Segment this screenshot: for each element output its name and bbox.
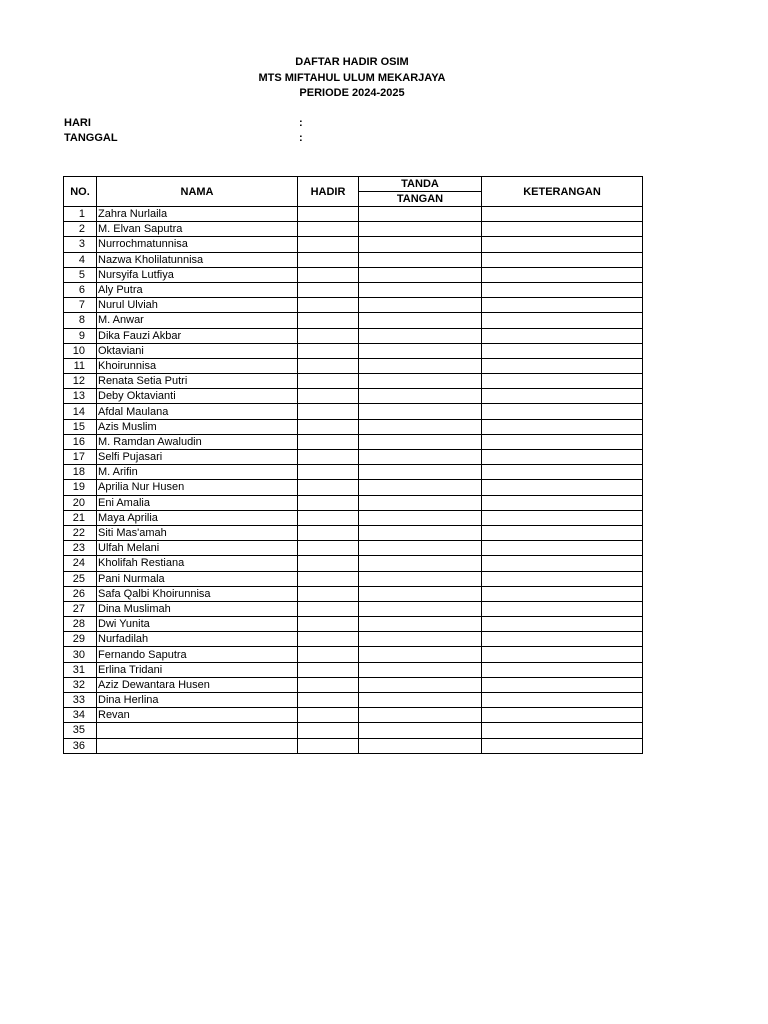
row-number: 16 (64, 434, 97, 449)
table-row (64, 252, 643, 267)
row-number: 14 (64, 404, 97, 419)
row-number: 29 (64, 632, 97, 647)
table-row (64, 723, 643, 738)
table-row (64, 525, 643, 540)
row-signature-cell (359, 723, 482, 738)
document-title (0, 55, 704, 102)
table-row (64, 586, 643, 601)
row-number: 24 (64, 556, 97, 571)
table-row (64, 738, 643, 753)
row-keterangan-cell (482, 419, 643, 434)
row-name: Aprilia Nur Husen (97, 480, 298, 495)
row-keterangan-cell (482, 541, 643, 556)
row-signature-cell (359, 252, 482, 267)
row-number: 31 (64, 662, 97, 677)
table-row (64, 328, 643, 343)
row-name (97, 723, 298, 738)
row-signature-cell (359, 343, 482, 358)
row-number: 18 (64, 465, 97, 480)
row-signature-cell (359, 298, 482, 313)
header-tanda: TANDA (359, 177, 482, 192)
table-row (64, 571, 643, 586)
row-name: M. Anwar (97, 313, 298, 328)
row-keterangan-cell (482, 495, 643, 510)
row-hadir-cell (298, 343, 359, 358)
row-name: Deby Oktavianti (97, 389, 298, 404)
row-number: 10 (64, 343, 97, 358)
table-row (64, 693, 643, 708)
row-keterangan-cell (482, 328, 643, 343)
row-hadir-cell (298, 298, 359, 313)
row-hadir-cell (298, 389, 359, 404)
table-row (64, 465, 643, 480)
table-row (64, 480, 643, 495)
table-row (64, 450, 643, 465)
row-number: 17 (64, 450, 97, 465)
row-name: Fernando Saputra (97, 647, 298, 662)
header-hadir: HADIR (298, 177, 359, 207)
row-keterangan-cell (482, 450, 643, 465)
row-name: Pani Nurmala (97, 571, 298, 586)
row-name: Kholifah Restiana (97, 556, 298, 571)
row-number: 21 (64, 510, 97, 525)
row-number: 25 (64, 571, 97, 586)
row-name: Erlina Tridani (97, 662, 298, 677)
meta-tanggal-row (64, 131, 303, 145)
row-name: Selfi Pujasari (97, 450, 298, 465)
row-hadir-cell (298, 222, 359, 237)
row-name: Dika Fauzi Akbar (97, 328, 298, 343)
row-signature-cell (359, 525, 482, 540)
row-keterangan-cell (482, 632, 643, 647)
row-signature-cell (359, 632, 482, 647)
title-line-3: PERIODE 2024-2025 (299, 87, 405, 99)
table-row (64, 677, 643, 692)
row-keterangan-cell (482, 374, 643, 389)
row-signature-cell (359, 693, 482, 708)
row-name: Zahra Nurlaila (97, 207, 298, 222)
row-hadir-cell (298, 282, 359, 297)
row-keterangan-cell (482, 343, 643, 358)
row-signature-cell (359, 571, 482, 586)
row-hadir-cell (298, 450, 359, 465)
row-number: 7 (64, 298, 97, 313)
row-keterangan-cell (482, 222, 643, 237)
row-keterangan-cell (482, 207, 643, 222)
row-keterangan-cell (482, 556, 643, 571)
row-keterangan-cell (482, 723, 643, 738)
row-hadir-cell (298, 419, 359, 434)
header-keterangan: KETERANGAN (482, 177, 643, 207)
row-signature-cell (359, 647, 482, 662)
row-hadir-cell (298, 237, 359, 252)
row-signature-cell (359, 738, 482, 753)
row-signature-cell (359, 465, 482, 480)
row-signature-cell (359, 556, 482, 571)
row-signature-cell (359, 282, 482, 297)
row-keterangan-cell (482, 298, 643, 313)
row-number: 6 (64, 282, 97, 297)
row-keterangan-cell (482, 677, 643, 692)
table-row (64, 222, 643, 237)
hari-label: HARI (64, 117, 91, 129)
row-number: 3 (64, 237, 97, 252)
row-number: 15 (64, 419, 97, 434)
table-row (64, 404, 643, 419)
row-hadir-cell (298, 571, 359, 586)
row-hadir-cell (298, 708, 359, 723)
row-hadir-cell (298, 480, 359, 495)
row-keterangan-cell (482, 647, 643, 662)
row-keterangan-cell (482, 617, 643, 632)
table-row (64, 374, 643, 389)
attendance-table (63, 176, 643, 754)
table-row (64, 601, 643, 616)
row-signature-cell (359, 510, 482, 525)
row-number: 13 (64, 389, 97, 404)
row-hadir-cell (298, 313, 359, 328)
row-number: 26 (64, 586, 97, 601)
row-keterangan-cell (482, 738, 643, 753)
row-name: M. Arifin (97, 465, 298, 480)
row-keterangan-cell (482, 693, 643, 708)
row-name: Safa Qalbi Khoirunnisa (97, 586, 298, 601)
row-hadir-cell (298, 617, 359, 632)
row-name: Ulfah Melani (97, 541, 298, 556)
row-name: Nurfadilah (97, 632, 298, 647)
row-keterangan-cell (482, 480, 643, 495)
row-signature-cell (359, 450, 482, 465)
row-keterangan-cell (482, 510, 643, 525)
row-name: Dwi Yunita (97, 617, 298, 632)
header-tangan: TANGAN (359, 192, 482, 207)
row-keterangan-cell (482, 237, 643, 252)
row-name: Aly Putra (97, 282, 298, 297)
row-hadir-cell (298, 662, 359, 677)
row-number: 5 (64, 267, 97, 282)
row-name: Azis Muslim (97, 419, 298, 434)
table-row (64, 313, 643, 328)
row-signature-cell (359, 662, 482, 677)
table-row (64, 237, 643, 252)
row-keterangan-cell (482, 708, 643, 723)
row-hadir-cell (298, 647, 359, 662)
row-hadir-cell (298, 207, 359, 222)
row-signature-cell (359, 601, 482, 616)
row-number: 12 (64, 374, 97, 389)
row-keterangan-cell (482, 267, 643, 282)
row-number: 11 (64, 358, 97, 373)
row-signature-cell (359, 541, 482, 556)
row-name (97, 738, 298, 753)
row-name: Dina Muslimah (97, 601, 298, 616)
table-row (64, 282, 643, 297)
table-row (64, 267, 643, 282)
row-keterangan-cell (482, 313, 643, 328)
row-hadir-cell (298, 252, 359, 267)
row-number: 33 (64, 693, 97, 708)
row-signature-cell (359, 328, 482, 343)
row-hadir-cell (298, 738, 359, 753)
row-keterangan-cell (482, 525, 643, 540)
row-hadir-cell (298, 404, 359, 419)
table-row (64, 708, 643, 723)
table-row (64, 207, 643, 222)
row-keterangan-cell (482, 586, 643, 601)
row-name: Oktaviani (97, 343, 298, 358)
row-signature-cell (359, 374, 482, 389)
row-hadir-cell (298, 556, 359, 571)
table-row (64, 389, 643, 404)
row-number: 35 (64, 723, 97, 738)
row-number: 20 (64, 495, 97, 510)
row-number: 8 (64, 313, 97, 328)
row-signature-cell (359, 358, 482, 373)
row-number: 23 (64, 541, 97, 556)
row-hadir-cell (298, 525, 359, 540)
title-line-2: MTS MIFTAHUL ULUM MEKARJAYA (258, 71, 446, 84)
row-number: 28 (64, 617, 97, 632)
row-signature-cell (359, 389, 482, 404)
row-keterangan-cell (482, 571, 643, 586)
row-signature-cell (359, 404, 482, 419)
row-hadir-cell (298, 328, 359, 343)
row-signature-cell (359, 586, 482, 601)
table-row (64, 617, 643, 632)
row-hadir-cell (298, 586, 359, 601)
row-signature-cell (359, 677, 482, 692)
row-hadir-cell (298, 541, 359, 556)
row-number: 4 (64, 252, 97, 267)
row-number: 1 (64, 207, 97, 222)
row-signature-cell (359, 708, 482, 723)
row-signature-cell (359, 480, 482, 495)
row-keterangan-cell (482, 434, 643, 449)
row-name: Dina Herlina (97, 693, 298, 708)
row-hadir-cell (298, 723, 359, 738)
row-keterangan-cell (482, 465, 643, 480)
row-number: 34 (64, 708, 97, 723)
header-nama: NAMA (97, 177, 298, 207)
row-hadir-cell (298, 677, 359, 692)
row-signature-cell (359, 207, 482, 222)
row-name: Eni Amalia (97, 495, 298, 510)
row-keterangan-cell (482, 404, 643, 419)
row-hadir-cell (298, 358, 359, 373)
table-row (64, 495, 643, 510)
row-name: Afdal Maulana (97, 404, 298, 419)
table-row (64, 556, 643, 571)
row-number: 22 (64, 525, 97, 540)
row-hadir-cell (298, 632, 359, 647)
row-keterangan-cell (482, 601, 643, 616)
row-name: Aziz Dewantara Husen (97, 677, 298, 692)
row-signature-cell (359, 434, 482, 449)
row-keterangan-cell (482, 389, 643, 404)
row-number: 19 (64, 480, 97, 495)
row-signature-cell (359, 617, 482, 632)
row-number: 9 (64, 328, 97, 343)
row-hadir-cell (298, 601, 359, 616)
row-name: Nurrochmatunnisa (97, 237, 298, 252)
row-name: Nazwa Kholilatunnisa (97, 252, 298, 267)
row-hadir-cell (298, 434, 359, 449)
table-row (64, 358, 643, 373)
row-signature-cell (359, 313, 482, 328)
attendance-rows (64, 207, 643, 754)
row-signature-cell (359, 267, 482, 282)
row-name: Nurul Ulviah (97, 298, 298, 313)
row-hadir-cell (298, 465, 359, 480)
table-row (64, 434, 643, 449)
row-name: Maya Aprilia (97, 510, 298, 525)
hari-colon: : (299, 117, 303, 129)
row-signature-cell (359, 495, 482, 510)
row-keterangan-cell (482, 358, 643, 373)
table-row (64, 647, 643, 662)
row-keterangan-cell (482, 282, 643, 297)
row-name: Revan (97, 708, 298, 723)
row-name: Renata Setia Putri (97, 374, 298, 389)
meta-hari-row (64, 116, 303, 130)
row-name: M. Ramdan Awaludin (97, 434, 298, 449)
row-hadir-cell (298, 374, 359, 389)
row-keterangan-cell (482, 252, 643, 267)
row-name: M. Elvan Saputra (97, 222, 298, 237)
row-signature-cell (359, 222, 482, 237)
row-signature-cell (359, 237, 482, 252)
table-row (64, 298, 643, 313)
row-keterangan-cell (482, 662, 643, 677)
row-number: 2 (64, 222, 97, 237)
row-number: 32 (64, 677, 97, 692)
row-number: 36 (64, 738, 97, 753)
row-hadir-cell (298, 267, 359, 282)
table-row (64, 343, 643, 358)
row-hadir-cell (298, 510, 359, 525)
row-hadir-cell (298, 495, 359, 510)
table-row (64, 510, 643, 525)
row-hadir-cell (298, 693, 359, 708)
table-row (64, 632, 643, 647)
table-row (64, 419, 643, 434)
row-number: 30 (64, 647, 97, 662)
tanggal-colon: : (299, 132, 303, 144)
row-signature-cell (359, 419, 482, 434)
row-number: 27 (64, 601, 97, 616)
tanggal-label: TANGGAL (64, 132, 118, 144)
row-name: Siti Mas'amah (97, 525, 298, 540)
title-line-1: DAFTAR HADIR OSIM (295, 56, 409, 68)
table-row (64, 662, 643, 677)
table-row (64, 541, 643, 556)
row-name: Khoirunnisa (97, 358, 298, 373)
row-name: Nursyifa Lutfiya (97, 267, 298, 282)
header-no: NO. (64, 177, 97, 207)
